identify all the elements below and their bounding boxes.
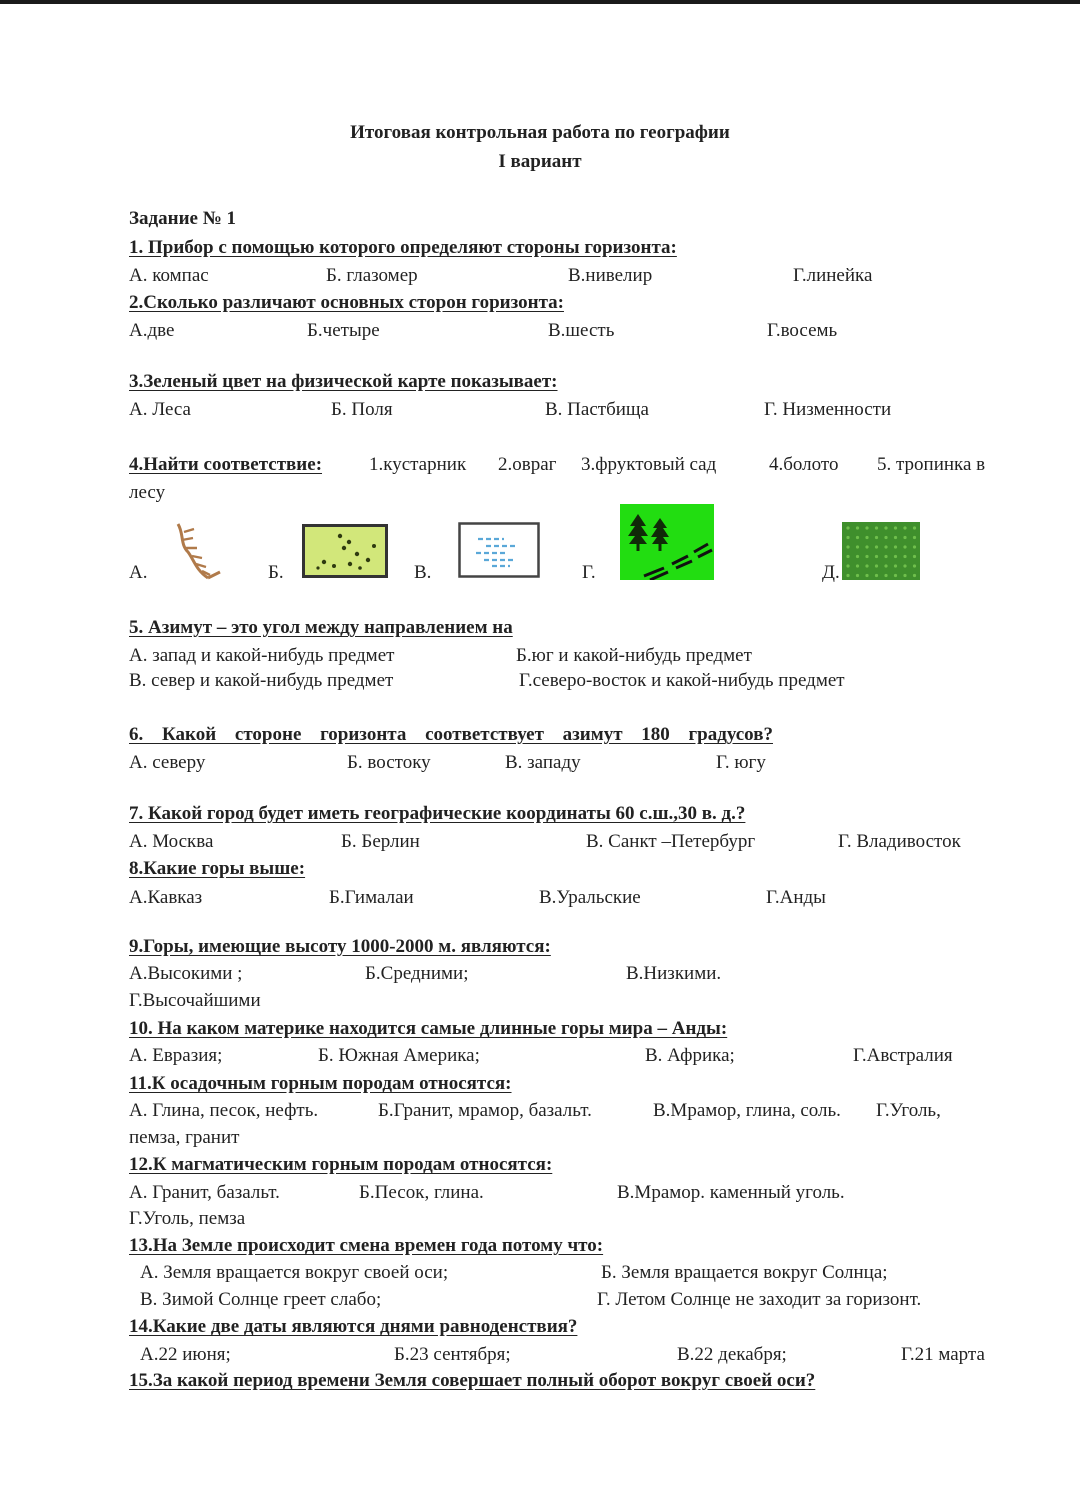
q12-option-b: Б.Песок, глина.: [359, 1182, 484, 1203]
q7-option-b: Б. Берлин: [341, 831, 420, 852]
question-12: 12.К магматическим горным породам относятся:: [129, 1154, 553, 1175]
q6-option-d: Г. югу: [716, 752, 766, 773]
q2-option-c: В.шесть: [548, 320, 615, 341]
page-top-border: [0, 0, 1080, 4]
q13-option-b: Б. Земля вращается вокруг Солнца;: [601, 1262, 888, 1283]
q13-option-a: А. Земля вращается вокруг своей оси;: [140, 1262, 449, 1283]
question-10: 10. На каком материке находится самые длинные горы мира – Анды:: [129, 1018, 728, 1039]
q3-option-b: Б. Поля: [331, 399, 393, 420]
q12-option-c: В.Мрамор. каменный уголь.: [617, 1182, 845, 1203]
q8-option-b: Б.Гималаи: [329, 887, 414, 908]
q11-option-c: В.Мрамор, глина, соль.: [653, 1100, 841, 1121]
q4-label-c: В.: [414, 562, 432, 583]
q4-label-e: Д.: [822, 562, 840, 583]
q14-option-c: В.22 декабря;: [677, 1344, 787, 1365]
forest-path-symbol-icon: [620, 504, 714, 580]
q6-option-c: В. западу: [505, 752, 581, 773]
q11-continuation: пемза, гранит: [129, 1127, 240, 1148]
q3-option-c: В. Пастбища: [545, 399, 649, 420]
q14-option-b: Б.23 сентября;: [394, 1344, 511, 1365]
q12-option-d: Г.Уголь, пемза: [129, 1208, 246, 1229]
question-14: 14.Какие две даты являются днями равноденствия?: [129, 1316, 578, 1337]
question-15: 15.За какой период времени Земля совершает полный оборот вокруг своей оси?: [129, 1370, 816, 1391]
question-5: 5. Азимут – это угол между направлением на: [129, 617, 513, 638]
q9-option-b: Б.Средними;: [365, 963, 469, 984]
question-9: 9.Горы, имеющие высоту 1000-2000 м. являются:: [129, 936, 551, 957]
q5-option-d: Г.северо-восток и какой-нибудь предмет: [519, 670, 845, 691]
q8-option-d: Г.Анды: [766, 887, 826, 908]
q14-option-a: А.22 июня;: [140, 1344, 231, 1365]
q7-option-d: Г. Владивосток: [838, 831, 961, 852]
shrub-symbol-icon: [302, 524, 388, 578]
q5-option-c: В. север и какой-нибудь предмет: [129, 670, 394, 691]
q2-option-b: Б.четыре: [307, 320, 380, 341]
q4-item-3: 3.фруктовый сад: [581, 454, 717, 475]
q10-option-c: В. Африка;: [645, 1045, 735, 1066]
question-8: 8.Какие горы выше:: [129, 858, 306, 879]
q4-item-5: 5. тропинка в: [877, 454, 986, 475]
q11-option-b: Б.Гранит, мрамор, базальт.: [378, 1100, 592, 1121]
q7-option-c: В. Санкт –Петербург: [586, 831, 756, 852]
q11-option-a: А. Глина, песок, нефть.: [129, 1100, 319, 1121]
q14-option-d: Г.21 марта: [901, 1344, 985, 1365]
q3-option-d: Г. Низменности: [764, 399, 892, 420]
q8-option-a: А.Кавказ: [129, 887, 203, 908]
q9-option-a: А.Высокими ;: [129, 963, 243, 984]
q6-option-b: Б. востоку: [347, 752, 431, 773]
q4-label-a: А.: [129, 562, 148, 583]
q2-option-d: Г.восемь: [767, 320, 838, 341]
question-3: 3.Зеленый цвет на физической карте показывает:: [129, 371, 558, 392]
q1-option-c: В.нивелир: [568, 265, 653, 286]
q1-option-a: А. компас: [129, 265, 209, 286]
question-4: 4.Найти соответствие:: [129, 454, 323, 475]
q5-option-b: Б.юг и какой-нибудь предмет: [516, 645, 752, 666]
question-7: 7. Какой город будет иметь географические координаты 60 с.ш.,30 в. д.?: [129, 803, 746, 824]
question-13: 13.На Земле происходит смена времен года потому что:: [129, 1235, 604, 1256]
q13-option-d: Г. Летом Солнце не заходит за горизонт.: [597, 1289, 922, 1310]
question-11: 11.К осадочным горным породам относятся:: [129, 1073, 512, 1094]
q2-option-a: А.две: [129, 320, 175, 341]
q9-option-c: В.Низкими.: [626, 963, 722, 984]
q4-item-1: 1.кустарник: [369, 454, 467, 475]
q8-option-c: В.Уральские: [539, 887, 641, 908]
q4-label-b: Б.: [268, 562, 284, 583]
q10-option-b: Б. Южная Америка;: [318, 1045, 480, 1066]
question-2: 2.Сколько различают основных сторон горизонта:: [129, 292, 564, 313]
q4-continuation: лесу: [129, 482, 166, 503]
q4-item-2: 2.овраг: [498, 454, 557, 475]
q12-option-a: А. Гранит, базальт.: [129, 1182, 280, 1203]
q1-option-b: Б. глазомер: [326, 265, 418, 286]
q4-item-4: 4.болото: [769, 454, 839, 475]
ravine-symbol-icon: [170, 518, 226, 584]
variant-label: I вариант: [498, 151, 582, 172]
q10-option-a: А. Евразия;: [129, 1045, 223, 1066]
q4-label-d: Г.: [582, 562, 596, 583]
document-title: Итоговая контрольная работа по географии: [350, 122, 730, 143]
q10-option-d: Г.Австралия: [853, 1045, 953, 1066]
orchard-symbol-icon: [842, 522, 920, 580]
question-1: 1. Прибор с помощью которого определяют стороны горизонта:: [129, 237, 677, 258]
q7-option-a: А. Москва: [129, 831, 214, 852]
q9-option-d: Г.Высочайшими: [129, 990, 261, 1011]
q5-option-a: А. запад и какой-нибудь предмет: [129, 645, 395, 666]
question-6: 6. Какой стороне горизонта соответствует азимут 180 градусов?: [129, 724, 773, 745]
task-label: Задание № 1: [129, 208, 237, 229]
q3-option-a: А. Леса: [129, 399, 191, 420]
q6-option-a: А. северу: [129, 752, 206, 773]
swamp-symbol-icon: [458, 522, 540, 578]
q11-option-d: Г.Уголь,: [876, 1100, 941, 1121]
q13-option-c: В. Зимой Солнце греет слабо;: [140, 1289, 382, 1310]
q1-option-d: Г.линейка: [793, 265, 873, 286]
